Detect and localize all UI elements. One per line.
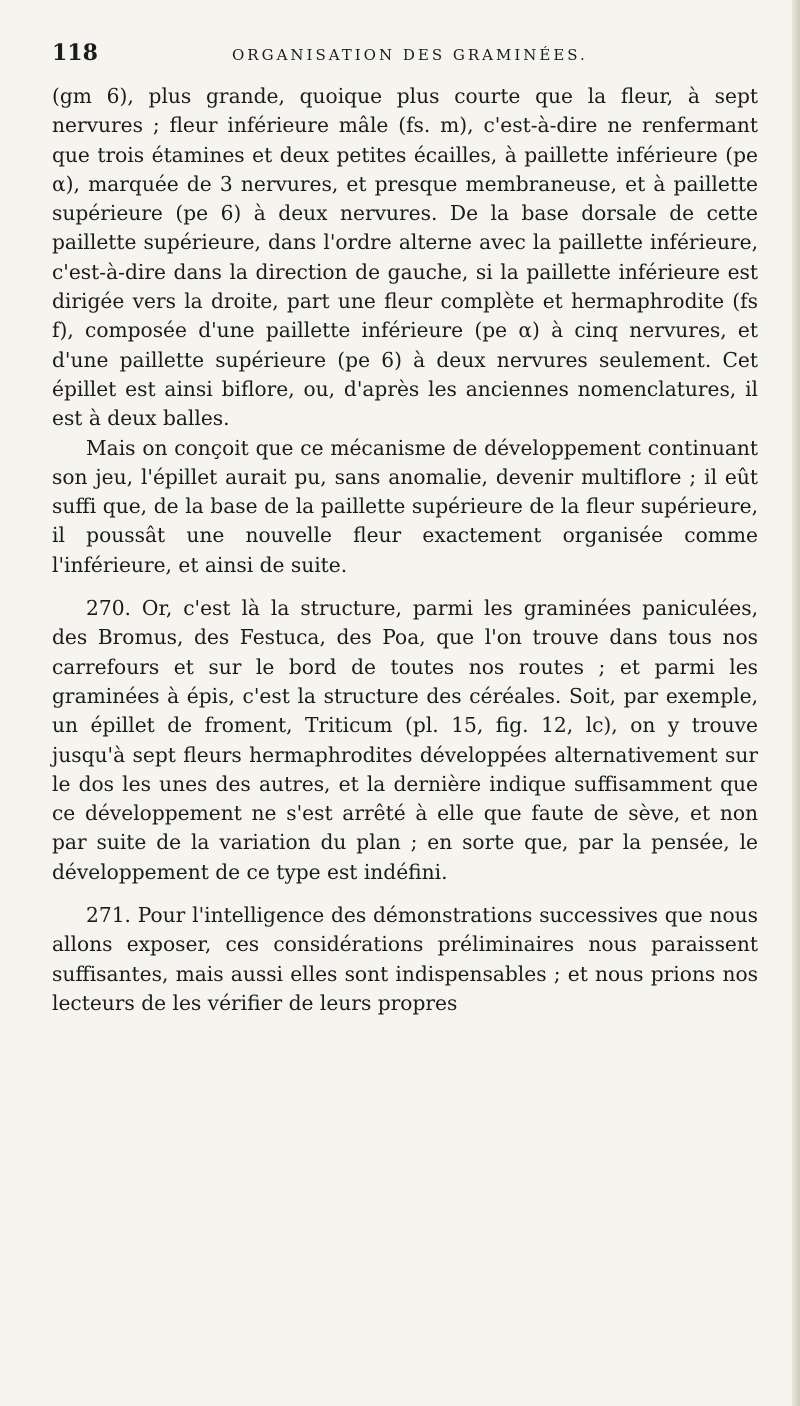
paragraph-mecanisme: Mais on conçoit que ce mécanisme de développement continuant son jeu, l'épillet aurait pu, sans anomalie, devenir multiflore ; il eût suffi que, de la base de la paillette supérieure de la fleur supérieure, il poussât une nouvelle fleur exactement organisée comme l'inférieure, et ainsi de suite. — [52, 435, 758, 577]
paragraph-271: 271. Pour l'intelligence des démonstrations successives que nous allons exposer, ces considérations préliminaires nous paraissent suffisantes, mais aussi elles sont indispensables ; et nous prions nos lecteurs de les vérifier de leurs propres — [52, 903, 758, 1015]
paragraph-270: 270. Or, c'est là la structure, parmi les graminées paniculées, des Bromus, des Festuca, des Poa, que l'on trouve dans tous nos carrefours et sur le bord de toutes nos routes ; et parmi les graminées à épis, c'est la structure des céréales. Soit, par exemple, un épillet de froment, Triticum (pl. 15, fig. 12, lc), on y trouve jusqu'à sept fleurs hermaphrodites développées alternativement sur le dos les unes des autres, et la dernière indique suffisamment que ce développement ne s'est arrêté à elle que faute de sève, et non par suite de la variation du plan ; en sorte que, par la pensée, le développement de ce type est indéfini. — [52, 596, 758, 884]
page-number: 118 — [52, 40, 98, 66]
page-header — [52, 40, 758, 74]
page-edge — [792, 0, 800, 1406]
paragraph-continuation: (gm 6), plus grande, quoique plus courte que la fleur, à sept nervures ; fleur inférieure mâle (fs. m), c'est-à-dire ne renfermant que trois étamines et deux petites écailles, à paillette inférieure (pe α), marquée de 3 nervures, et presque membraneuse, et à paillette supérieure (pe 6) à deux nervures. De la base dorsale de cette paillette supérieure, dans l'ordre alterne avec la paillette inférieure, c'est-à-dire dans la direction de gauche, si la paillette inférieure est dirigée vers la droite, part une fleur complète et hermaphrodite (fs f), composée d'une paillette inférieure (pe α) à cinq nervures, et d'une paillette supérieure (pe 6) à deux nervures seulement. Cet épillet est ainsi biflore, ou, d'après les anciennes nomenclatures, il est à deux balles. — [52, 84, 758, 431]
book-page — [52, 40, 758, 1018]
running-title: ORGANISATION DES GRAMINÉES. — [232, 46, 588, 64]
body-text — [52, 82, 758, 1018]
